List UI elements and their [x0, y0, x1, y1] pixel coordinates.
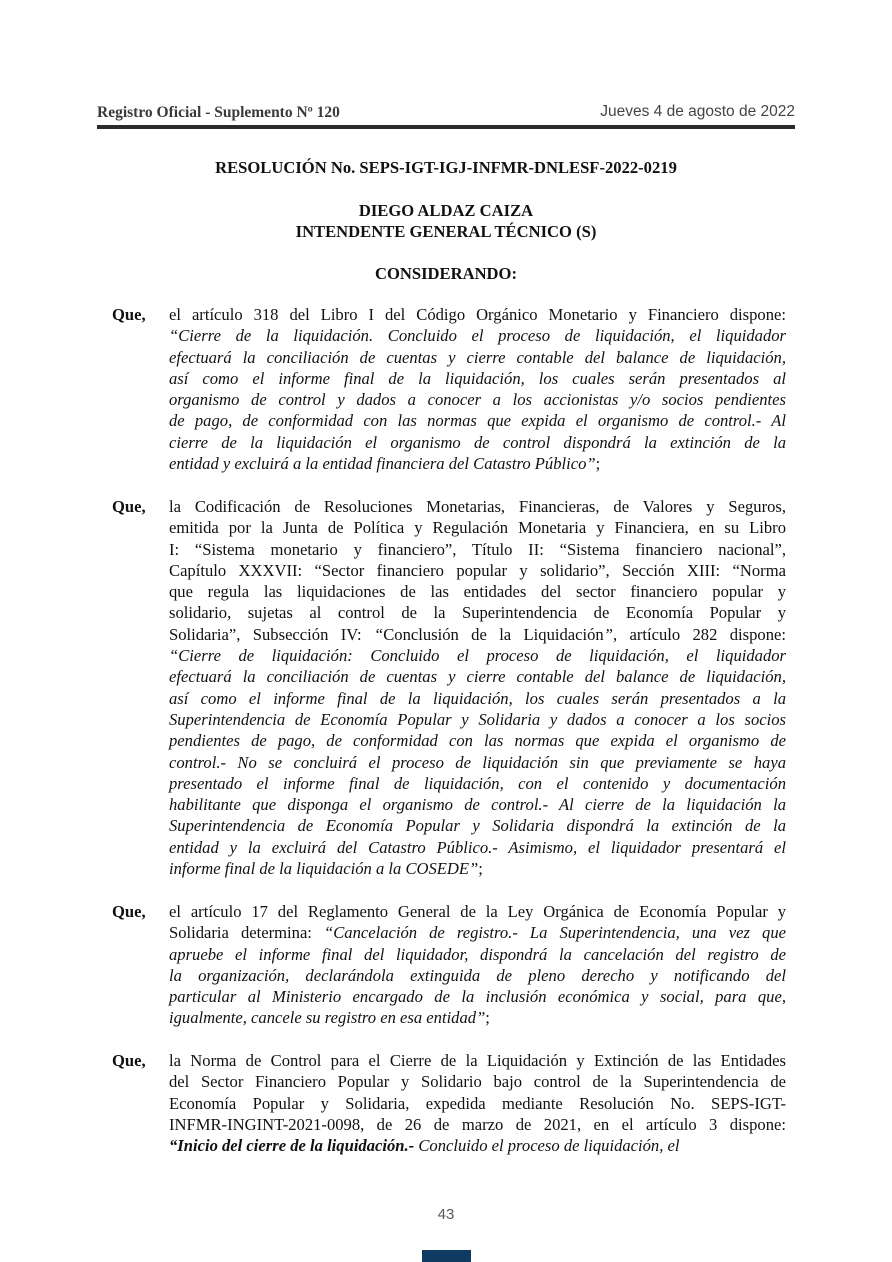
text-line: [169, 794, 786, 815]
text-line: [169, 1135, 786, 1156]
quoted-text-run: efectuará la conciliación de cuentas y cierre contable del balance de liquidación,: [169, 347, 786, 367]
quoted-text-run: Superintendencia de Economía Popular y Solidaria dispondrá la extinción de la: [169, 816, 786, 836]
section-heading: CONSIDERANDO:: [375, 264, 517, 283]
text-run: , artículo 282 dispone:: [612, 624, 786, 644]
text-line: [169, 858, 786, 879]
text-line: [169, 624, 786, 645]
text-run: Conclusión de la Liquidación: [383, 624, 604, 644]
text-run: Solidaria”, Subsección IV:: [169, 624, 374, 644]
clause-text: [169, 304, 786, 474]
text-line: [169, 368, 786, 389]
resolution-number: RESOLUCIÓN No. SEPS-IGT-IGJ-INFMR-DNLESF-2022-0219: [215, 158, 677, 177]
text-line: [169, 496, 786, 517]
running-header: [97, 102, 795, 124]
footer-accent-bar: [422, 1250, 471, 1262]
text-line: [169, 539, 786, 560]
text-run: que regula las liquidaciones de las entidades del sector financiero popular y: [169, 582, 786, 602]
text-run: ;: [478, 859, 483, 879]
text-line: [169, 325, 786, 346]
clause-text: [169, 901, 786, 1029]
quoted-text-run: de pago, de conformidad con las normas que expida el organismo de control.- Al: [169, 411, 786, 431]
text-line: [169, 901, 786, 922]
quoted-text-run: “Cancelación de registro.- La Superintendencia, una vez que: [323, 923, 786, 943]
text-line: [169, 752, 786, 773]
text-line: [169, 517, 786, 538]
quoted-text-run: apruebe el informe final del liquidador, dispondrá la cancelación del registro de: [169, 944, 786, 964]
quoted-text-run: presentado el informe final de liquidación, con el contenido y documentación: [169, 773, 786, 793]
text-line: [169, 1007, 786, 1028]
text-line: [169, 688, 786, 709]
text-line: [169, 602, 786, 623]
clause-label: Que,: [112, 497, 146, 516]
text-line: [169, 1050, 786, 1071]
text-run: la Codificación de Resoluciones Monetarias, Financieras, de Valores y Seguros,: [169, 497, 786, 516]
quoted-text-run: “: [373, 624, 384, 644]
text-run: emitida por la Junta de Política y Regulación Monetaria y Financiera, en su Libro: [169, 518, 786, 538]
quoted-text-run: Superintendencia de Economía Popular y Solidaria y dados a conocer a los socios: [169, 709, 786, 729]
text-line: [169, 432, 786, 453]
clause-text: [169, 1050, 786, 1156]
quoted-text-run: entidad y excluirá a la entidad financiera del Catastro Público”: [169, 454, 596, 474]
text-run: la Norma de Control para el Cierre de la Liquidación y Extinción de las Entidades: [169, 1051, 786, 1070]
quoted-text-run: Concluido el proceso de liquidación, el: [414, 1136, 680, 1156]
text-line: [169, 1093, 786, 1114]
quoted-text-run: habilitante que disponga el organismo de control.- Al cierre de la liquidación la: [169, 795, 786, 815]
text-line: [169, 304, 786, 325]
text-run: Economía Popular y Solidaria, expedida mediante Resolución No. SEPS-IGT-: [169, 1093, 786, 1113]
text-run: Capítulo XXXVII: “Sector financiero popular y solidario”, Sección XIII: “Norma: [169, 560, 786, 580]
text-line: [169, 389, 786, 410]
quoted-text-run: control.- No se concluirá el proceso de liquidación sin que previamente se haya: [169, 752, 786, 772]
quoted-text-run: “Cierre de liquidación: Concluido el proceso de liquidación, el liquidador: [169, 646, 786, 666]
clause-text: [169, 496, 786, 879]
text-line: [169, 944, 786, 965]
page-number: 43: [437, 1206, 455, 1223]
text-run: el artículo 318 del Libro I del Código Orgánico Monetario y Financiero dispone:: [169, 305, 786, 324]
text-run: INFMR-INGINT-2021-0098, de 26 de marzo de 2021, en el artículo 3 dispone:: [169, 1114, 786, 1134]
clause-label: Que,: [112, 902, 146, 921]
text-line: [169, 1071, 786, 1092]
text-line: [169, 1114, 786, 1135]
text-line: [169, 410, 786, 431]
text-line: [169, 581, 786, 602]
quoted-text-run: particular al Ministerio encargado de la inclusión económica y social, para que,: [169, 987, 786, 1007]
clause-label: Que,: [112, 1051, 146, 1070]
quoted-text-run: pendientes de pago, de conformidad con las normas que expida el organismo de: [169, 731, 786, 751]
text-run: ;: [485, 1008, 490, 1028]
text-run: ;: [595, 454, 601, 474]
quoted-text-run: la organización, declarándola extinguida de pleno derecho y notificando del: [169, 965, 786, 985]
publication-date: Jueves 4 de agosto de 2022: [600, 103, 795, 120]
text-line: [169, 730, 786, 751]
quoted-text-run: efectuará la conciliación de cuentas y cierre contable del balance de liquidación,: [169, 667, 786, 687]
clause-label: Que,: [112, 305, 146, 324]
text-line: [169, 773, 786, 794]
quoted-text-run: así como el informe final de la liquidación, los cuales serán presentados al: [169, 368, 786, 388]
text-line: [169, 815, 786, 836]
text-line: [169, 965, 786, 986]
quoted-text-run: entidad y la excluirá del Catastro Público.- Asimismo, el liquidador presentará el: [169, 837, 786, 857]
text-line: [169, 709, 786, 730]
text-line: [169, 453, 786, 474]
quoted-text-run: informe final de la liquidación a la COSEDE”: [169, 859, 479, 879]
quoted-text-run: cierre de la liquidación el organismo de control dispondrá la extinción de la: [169, 432, 786, 452]
quoted-text-run: “Cierre de la liquidación. Concluido el proceso de liquidación, el liquidador: [169, 326, 786, 346]
quoted-text-run: igualmente, cancele su registro en esa entidad”: [169, 1008, 486, 1028]
text-line: [169, 986, 786, 1007]
text-run: el artículo 17 del Reglamento General de la Ley Orgánica de Economía Popular y: [169, 902, 786, 921]
text-line: [169, 922, 786, 943]
text-line: [169, 837, 786, 858]
header-divider: [97, 125, 795, 129]
signatory-name: DIEGO ALDAZ CAIZA: [358, 201, 534, 220]
quoted-text-run: así como el informe final de la liquidación, los cuales serán presentados a la: [169, 688, 786, 708]
text-line: [169, 666, 786, 687]
quoted-text-run: ”: [603, 624, 613, 644]
text-line: [169, 347, 786, 368]
text-run: solidario, sujetas al control de la Superintendencia de Economía Popular y: [169, 603, 786, 623]
signatory-role: INTENDENTE GENERAL TÉCNICO (S): [295, 222, 597, 241]
text-run: I: “Sistema monetario y financiero”, Título II: “Sistema financiero nacional”,: [169, 539, 786, 559]
text-line: [169, 645, 786, 666]
text-run: Solidaria determina:: [169, 923, 324, 943]
quoted-text-run: organismo de control y dados a conocer a los accionistas y/o socios pendientes: [169, 390, 786, 410]
quoted-text-run: “Inicio del cierre de la liquidación.-: [169, 1136, 415, 1156]
publication-title: Registro Oficial - Suplemento Nº 120: [97, 104, 340, 121]
text-line: [169, 560, 786, 581]
text-run: del Sector Financiero Popular y Solidario bajo control de la Superintendencia de: [169, 1072, 786, 1092]
